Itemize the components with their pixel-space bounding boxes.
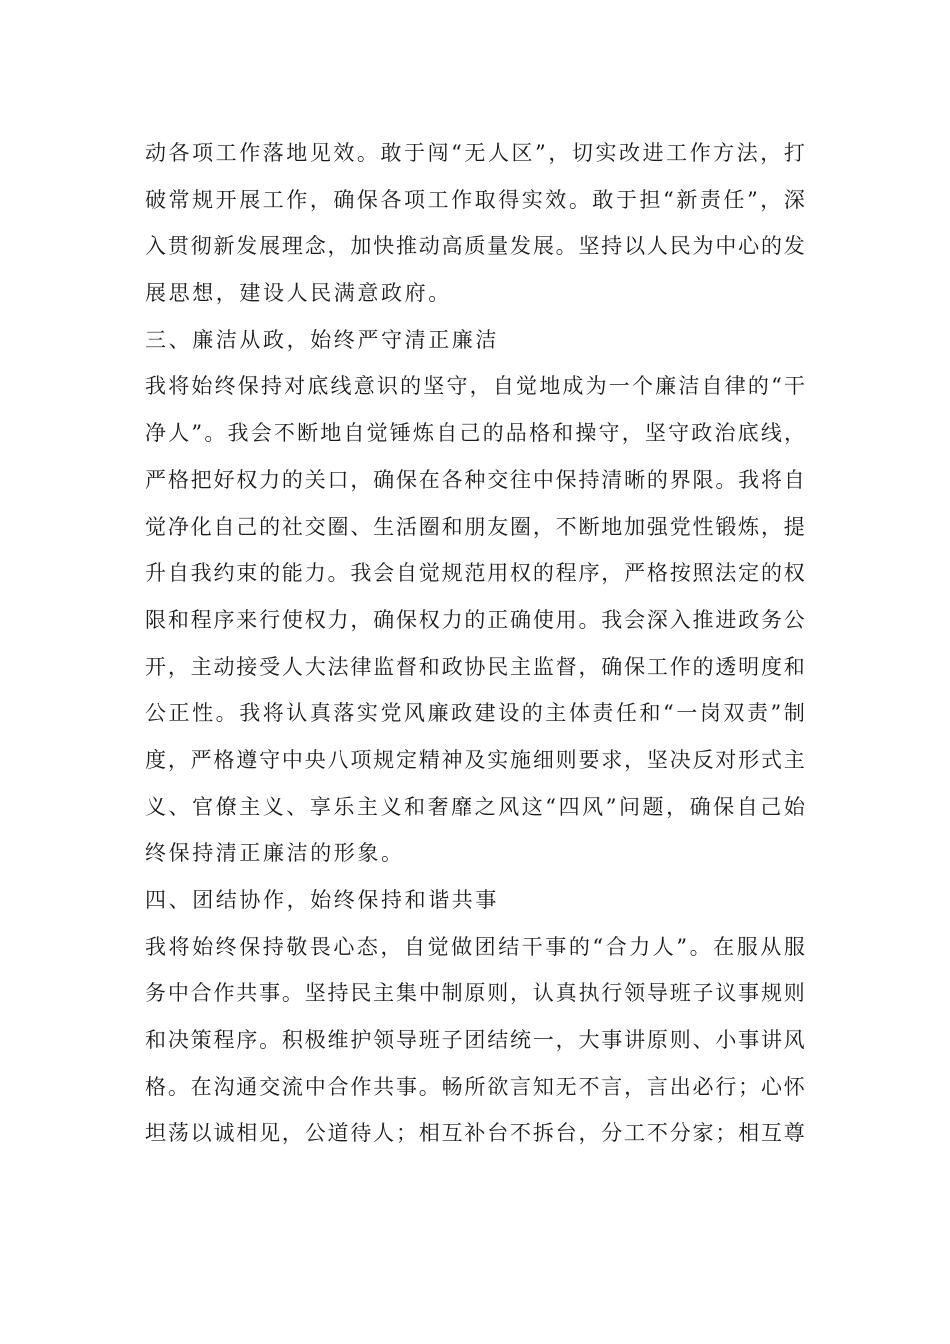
text-line: 入 贯 彻 新 发 展 理 念 ， 加 快 推 动 高 质 量 发 展 。 坚 持 以 人 民 为 中 心 的 发: [145, 234, 805, 259]
text-line: 公 正 性 。 我 将 认 真 落 实 党 风 廉 政 建 设 的 主 体 责 任 和 “ 一 岗 双 责 ” 制: [145, 701, 805, 726]
text-line: 展思想，建设人民满意政府。: [145, 281, 452, 306]
text-line: 开 ， 主 动 接 受 人 大 法 律 监 督 和 政 协 民 主 监 督 ， 确 保 工 作 的 透 明 度 和: [145, 654, 805, 679]
text-line: 四、团结协作，始终保持和谐共事: [145, 888, 499, 912]
document-body: [145, 130, 805, 1157]
text-line: 三、廉洁从政，始终严守清正廉洁: [145, 327, 499, 352]
text-line: 坦 荡 以 诚 相 见 ， 公 道 待 人 ； 相 互 补 台 不 拆 台 ， 分 工 不 分 家 ； 相 互 尊: [145, 1121, 805, 1146]
text-line: 格 。 在 沟 通 交 流 中 合 作 共 事 。 畅 所 欲 言 知 无 不 言 ， 言 出 必 行 ； 心 怀: [145, 1074, 805, 1099]
text-line: 我 将 始 终 保 持 敬 畏 心 态 ， 自 觉 做 团 结 干 事 的 “ 合 力 人 ” 。 在 服 从 服: [145, 934, 805, 959]
text-line: 义 、 官 僚 主 义 、 享 乐 主 义 和 奢 靡 之 风 这 “ 四 风 ” 问 题 ， 确 保 自 己 始: [145, 794, 805, 819]
text-line: 觉 净 化 自 己 的 社 交 圈 、 生 活 圈 和 朋 友 圈 ， 不 断 地 加 强 党 性 锻 炼 ， 提: [145, 514, 805, 539]
text-line: 务 中 合 作 共 事 。 坚 持 民 主 集 中 制 原 则 ， 认 真 执 行 领 导 班 子 议 事 规 则: [145, 981, 805, 1006]
text-line: 度 ， 严 格 遵 守 中 央 八 项 规 定 精 神 及 实 施 细 则 要 求 ， 坚 决 反 对 形 式 主: [145, 747, 805, 772]
text-line: 升 自 我 约 束 的 能 力 。 我 会 自 觉 规 范 用 权 的 程 序 ， 严 格 按 照 法 定 的 权: [145, 561, 805, 586]
text-line: 破 常 规 开 展 工 作 ， 确 保 各 项 工 作 取 得 实 效 。 敢 于 担 “ 新 责 任 ” ， 深: [145, 187, 805, 212]
text-line: 我 将 始 终 保 持 对 底 线 意 识 的 坚 守 ， 自 觉 地 成 为 一 个 廉 洁 自 律 的 “ 干: [145, 374, 805, 399]
text-line: 和 决 策 程 序 。 积 极 维 护 领 导 班 子 团 结 统 一 ， 大 事 讲 原 则 、 小 事 讲 风: [145, 1028, 805, 1053]
text-line: 严 格 把 好 权 力 的 关 口 ， 确 保 在 各 种 交 往 中 保 持 清 晰 的 界 限 。 我 将 自: [145, 467, 805, 492]
text-line: 限 和 程 序 来 行 使 权 力 ， 确 保 权 力 的 正 确 使 用 。 我 会 深 入 推 进 政 务 公: [145, 607, 805, 632]
text-line: 终保持清正廉洁的形象。: [145, 841, 405, 866]
text-line: 动 各 项 工 作 落 地 见 效 。 敢 于 闯 “ 无 人 区 ” ， 切 实 改 进 工 作 方 法 ， 打: [145, 141, 805, 165]
text-line: 净 人 ” 。 我 会 不 断 地 自 觉 锤 炼 自 己 的 品 格 和 操 守 ， 坚 守 政 治 底 线 ，: [145, 421, 805, 446]
